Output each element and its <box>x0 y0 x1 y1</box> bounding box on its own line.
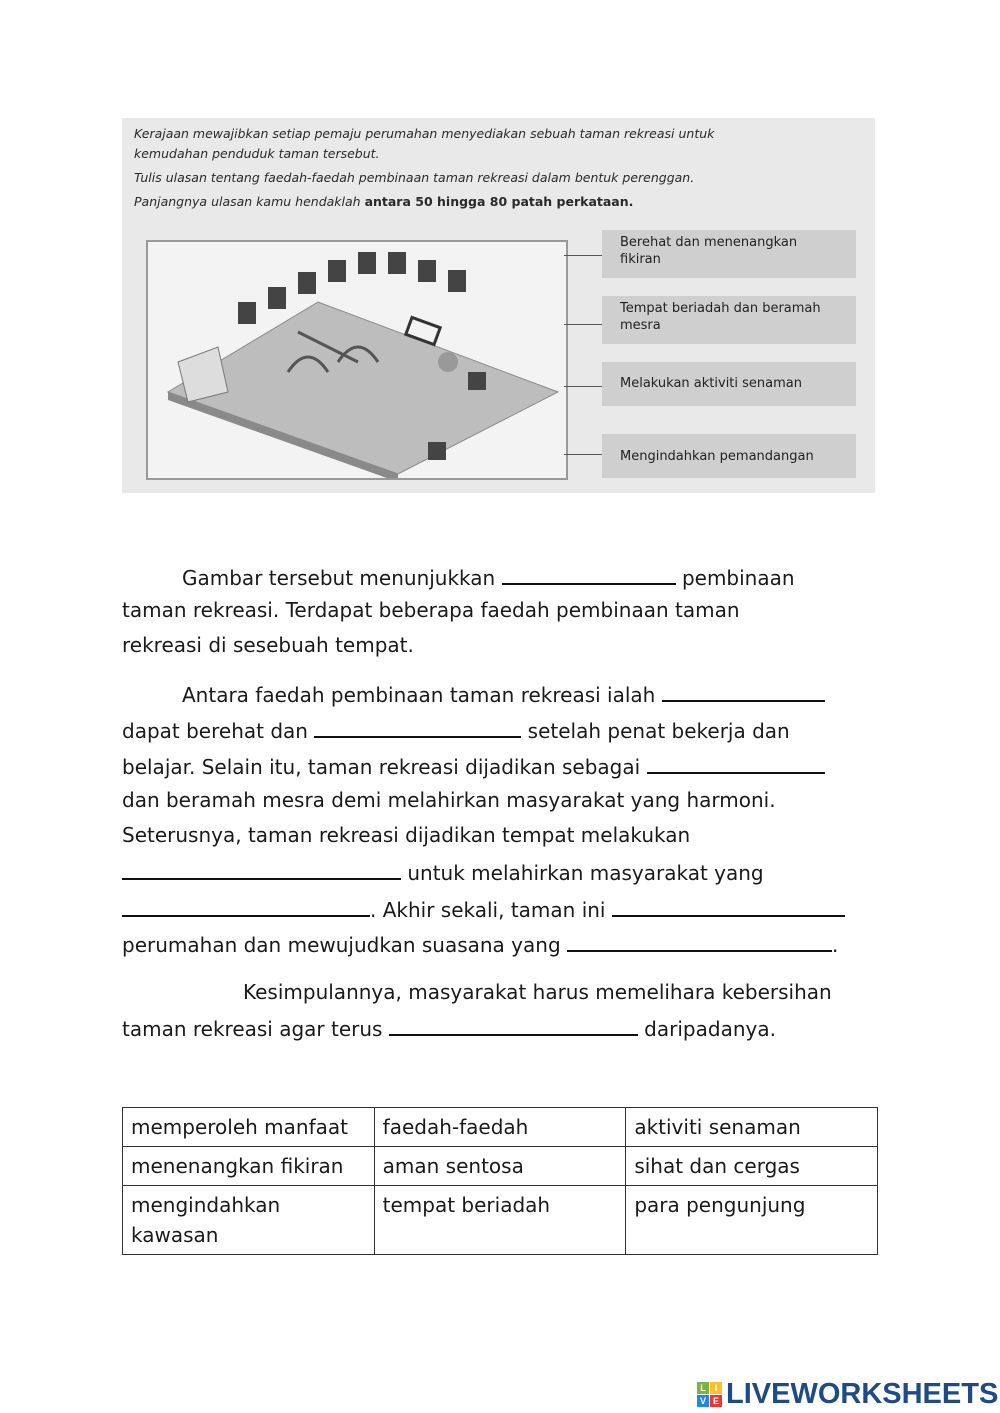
word-cell[interactable]: faedah-faedah <box>374 1108 626 1147</box>
word-bank-table <box>122 1107 878 1255</box>
instruction-line: kemudahan penduduk taman tersebut. <box>134 146 380 161</box>
text-line: taman rekreasi. Terdapat beberapa faedah pembinaan taman <box>122 598 740 622</box>
word-cell[interactable]: sihat dan cergas <box>626 1147 878 1186</box>
text: . <box>832 933 839 957</box>
connector-line <box>564 324 602 325</box>
connector-line <box>564 454 602 455</box>
instruction-line: Kerajaan mewajibkan setiap pemaju perumahan menyediakan sebuah taman rekreasi untuk <box>134 126 715 141</box>
text-line <box>182 563 795 590</box>
text: untuk melahirkan masyarakat yang <box>401 861 764 885</box>
instruction-line <box>134 194 633 209</box>
text-line: dan beramah mesra demi melahirkan masyarakat yang harmoni. <box>122 788 776 812</box>
text-line <box>122 930 838 957</box>
logo-letter: E <box>710 1395 722 1407</box>
connector-line <box>564 255 602 256</box>
logo-letter: V <box>697 1395 709 1407</box>
word-cell[interactable]: para pengunjung <box>626 1186 878 1255</box>
answer-blank[interactable] <box>122 895 370 917</box>
answer-blank[interactable] <box>389 1014 638 1036</box>
word-cell[interactable]: memperoleh manfaat <box>123 1108 375 1147</box>
answer-blank[interactable] <box>662 680 825 702</box>
benefit-label: Tempat beriadah dan beramah mesra <box>602 296 856 344</box>
text-line <box>122 858 764 885</box>
logo-icon <box>697 1382 722 1407</box>
answer-blank[interactable] <box>647 752 825 774</box>
benefit-label: Berehat dan menenangkan fikiran <box>602 230 856 278</box>
text: daripadanya. <box>637 1017 776 1041</box>
text: perumahan dan mewujudkan suasana yang <box>122 933 561 957</box>
text: dapat berehat dan <box>122 719 308 743</box>
word-cell[interactable]: mengindahkan kawasan <box>123 1186 375 1255</box>
text-line: Seterusnya, taman rekreasi dijadikan tempat melakukan <box>122 823 691 847</box>
logo-letter: L <box>697 1382 709 1394</box>
text: setelah penat bekerja dan <box>521 719 790 743</box>
instruction-bold: antara 50 hingga 80 patah perkataan. <box>364 194 634 209</box>
word-cell[interactable]: menenangkan fikiran <box>123 1147 375 1186</box>
word-cell[interactable]: aman sentosa <box>374 1147 626 1186</box>
table-row <box>123 1186 878 1255</box>
connector-line <box>564 386 602 387</box>
instruction-text: Panjangnya ulasan kamu hendaklah <box>134 194 365 209</box>
benefit-label: Mengindahkan pemandangan <box>602 434 856 478</box>
table-row <box>123 1108 878 1147</box>
park-illustration <box>146 240 568 480</box>
liveworksheets-logo <box>697 1378 998 1411</box>
text: belajar. Selain itu, taman rekreasi dijadikan sebagai <box>122 755 641 779</box>
text: taman rekreasi agar terus <box>122 1017 383 1041</box>
text-line <box>122 752 825 779</box>
answer-blank[interactable] <box>502 563 676 585</box>
textbook-figure <box>122 118 875 493</box>
text: pembinaan <box>675 566 795 590</box>
word-cell[interactable]: tempat beriadah <box>374 1186 626 1255</box>
answer-blank[interactable] <box>314 716 521 738</box>
text-line <box>122 716 790 743</box>
word-cell[interactable]: aktiviti senaman <box>626 1108 878 1147</box>
text-line: Kesimpulannya, masyarakat harus memelihara kebersihan <box>243 980 832 1004</box>
text-line: rekreasi di sesebuah tempat. <box>122 633 414 657</box>
table-row <box>123 1147 878 1186</box>
text-line <box>122 1014 776 1041</box>
instruction-line: Tulis ulasan tentang faedah-faedah pembinaan taman rekreasi dalam bentuk perenggan. <box>134 170 695 185</box>
text: Gambar tersebut menunjukkan <box>182 566 496 590</box>
text-line <box>182 680 825 707</box>
text-line <box>122 895 845 922</box>
answer-blank[interactable] <box>567 930 832 952</box>
logo-letter: I <box>710 1382 722 1394</box>
text: Antara faedah pembinaan taman rekreasi ialah <box>182 683 656 707</box>
answer-blank[interactable] <box>612 895 845 917</box>
text: . Akhir sekali, taman ini <box>370 898 606 922</box>
answer-blank[interactable] <box>122 858 401 880</box>
logo-text: LIVEWORKSHEETS <box>726 1378 999 1410</box>
benefit-label: Melakukan aktiviti senaman <box>602 362 856 406</box>
